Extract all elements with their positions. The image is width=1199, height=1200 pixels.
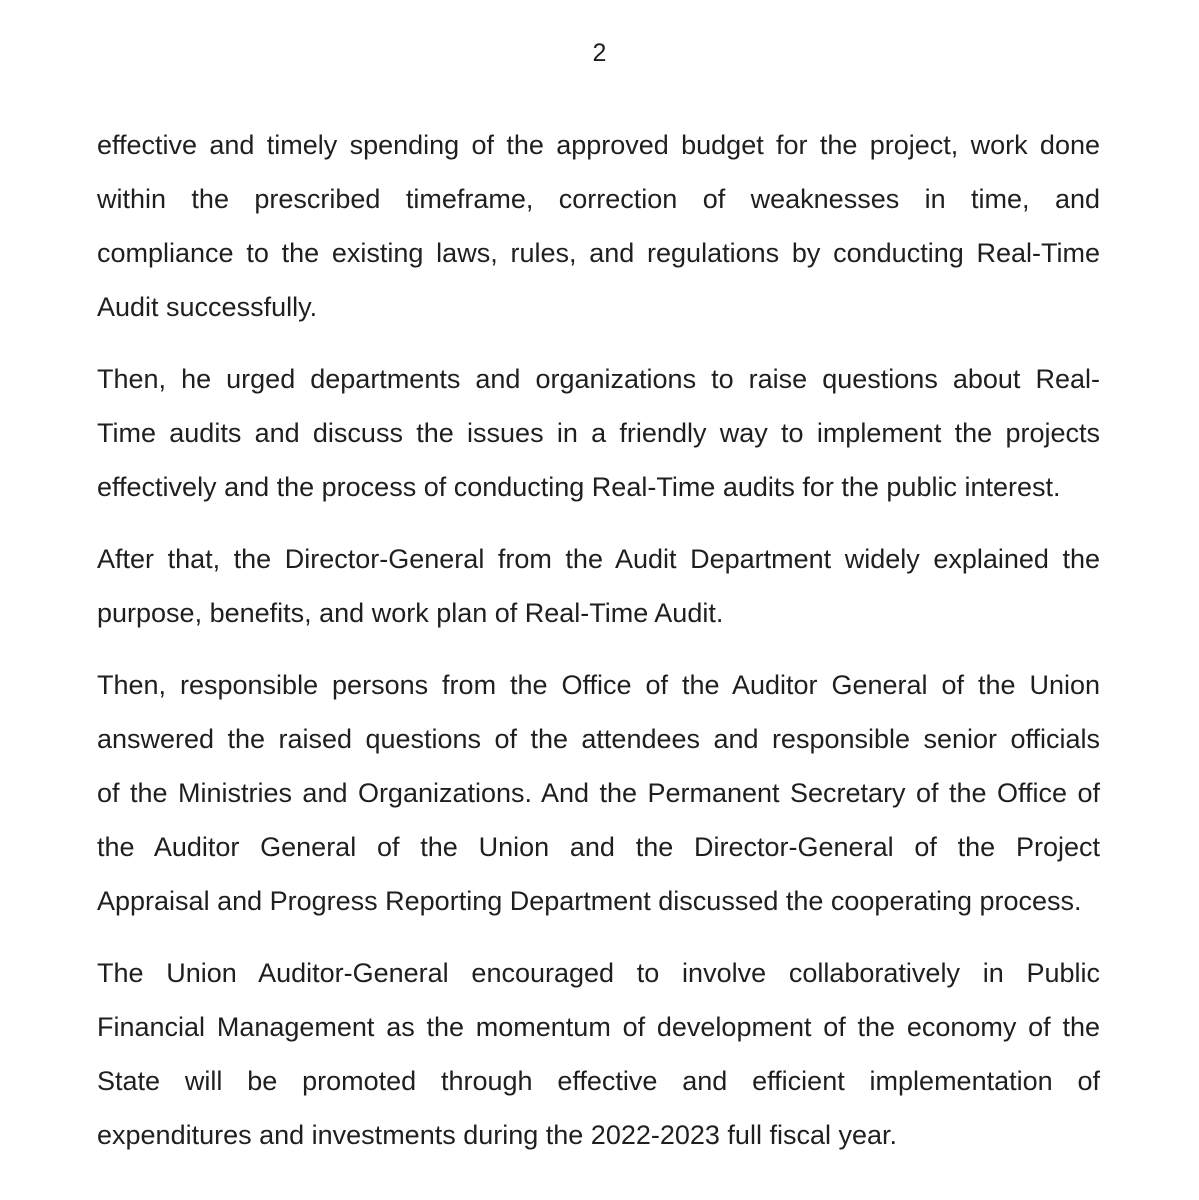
text-line: Then, responsible persons from the Office of the Auditor General of the Union (97, 670, 1100, 700)
page-number: 2 (592, 39, 607, 67)
text-line: Appraisal and Progress Reporting Department discussed the cooperating process. (97, 886, 1082, 916)
text-line: Audit successfully. (97, 292, 318, 322)
text-line: of the Ministries and Organizations. And the Permanent Secretary of the Office of (97, 778, 1100, 808)
text-line: the Auditor General of the Union and the Director-General of the Project (97, 832, 1100, 862)
text-line: answered the raised questions of the attendees and responsible senior officials (97, 724, 1100, 754)
text-line: within the prescribed timeframe, correction of weaknesses in time, and (97, 184, 1100, 214)
paragraph (97, 532, 1100, 640)
document-body (97, 118, 1100, 1162)
text-line: Financial Management as the momentum of development of the economy of the (97, 1012, 1100, 1042)
text-line: effectively and the process of conducting Real-Time audits for the public interest. (97, 472, 1061, 502)
text-line: compliance to the existing laws, rules, and regulations by conducting Real-Time (97, 238, 1100, 268)
paragraph (97, 946, 1100, 1162)
text-line: After that, the Director-General from the Audit Department widely explained the (97, 544, 1100, 574)
text-line: The Union Auditor-General encouraged to involve collaboratively in Public (97, 958, 1100, 988)
paragraph (97, 118, 1100, 334)
paragraph (97, 658, 1100, 928)
text-line: Time audits and discuss the issues in a friendly way to implement the projects (97, 418, 1100, 448)
text-line: purpose, benefits, and work plan of Real-Time Audit. (97, 598, 724, 628)
text-line: expenditures and investments during the 2022-2023 full fiscal year. (97, 1120, 897, 1150)
text-line: State will be promoted through effective and efficient implementation of (97, 1066, 1100, 1096)
text-line: Then, he urged departments and organizations to raise questions about Real- (97, 364, 1100, 394)
text-line: effective and timely spending of the approved budget for the project, work done (97, 130, 1100, 160)
paragraph (97, 352, 1100, 514)
